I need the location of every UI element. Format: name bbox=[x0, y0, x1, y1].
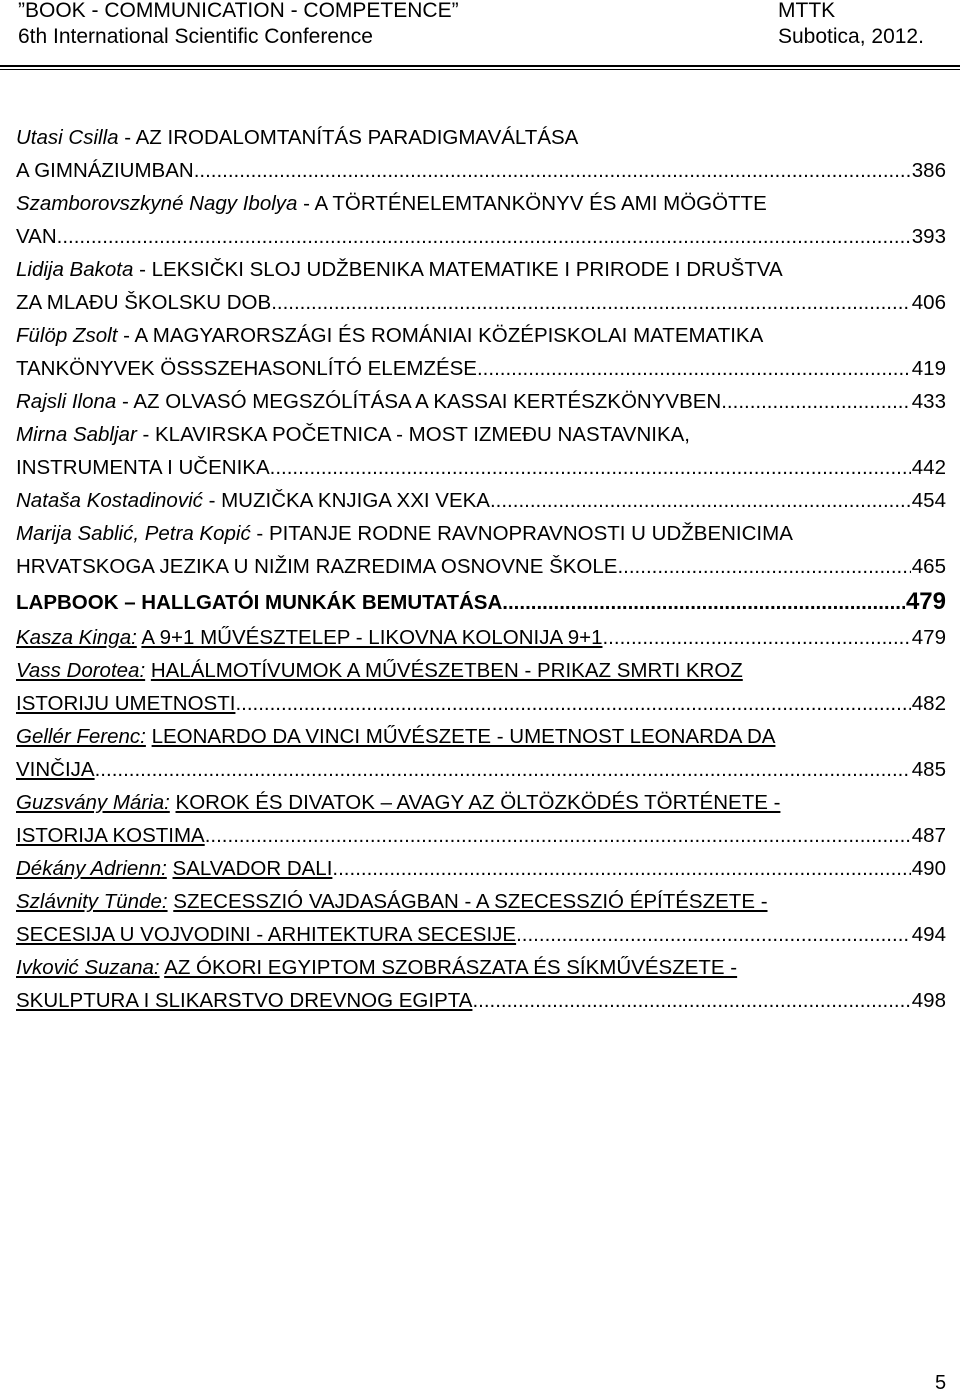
entry-page: 487 bbox=[911, 824, 946, 847]
header-row-2 bbox=[18, 24, 938, 50]
toc-entry[interactable] bbox=[16, 654, 946, 720]
leader-dots bbox=[270, 451, 911, 484]
entry-title: SZECESSZIÓ VAJDASÁGBAN - A SZECESSZIÓ ÉPÍTÉSZETE - bbox=[173, 890, 768, 913]
entry-title-cont: TANKÖNYVEK ÖSSSZEHASONLÍTÓ ELEMZÉSE bbox=[16, 357, 477, 380]
entry-page: 442 bbox=[911, 456, 946, 479]
entry-title: LEONARDO DA VINCI MŰVÉSZETE - UMETNOST LEONARDA DA bbox=[151, 725, 776, 748]
entry-page: 494 bbox=[911, 923, 946, 946]
entry-title: AZ OLVASÓ MEGSZÓLÍTÁSA A KASSAI KERTÉSZKÖNYVBEN bbox=[133, 390, 722, 413]
toc-entry[interactable] bbox=[16, 951, 946, 1017]
header-rule-thin bbox=[0, 69, 960, 70]
entry-page: 419 bbox=[911, 357, 946, 380]
leader-dots bbox=[502, 584, 905, 622]
entry-author: Fülöp Zsolt bbox=[16, 324, 118, 347]
entry-title: AZ ÓKORI EGYIPTOM SZOBRÁSZATA ÉS SÍKMŰVÉSZETE - bbox=[164, 956, 738, 979]
entry-page: 479 bbox=[911, 626, 946, 649]
entry-author: Gellér Ferenc: bbox=[16, 725, 146, 748]
leader-dots bbox=[332, 852, 910, 885]
leader-dots bbox=[235, 687, 910, 720]
toc-section-heading[interactable] bbox=[16, 583, 946, 621]
entry-page: 490 bbox=[911, 857, 946, 880]
entry-title: KOROK ÉS DIVATOK – AVAGY AZ ÖLTÖZKÖDÉS TÖRTÉNETE - bbox=[175, 791, 781, 814]
entry-page: 433 bbox=[911, 390, 946, 413]
entry-page: 406 bbox=[911, 291, 946, 314]
page-number: 5 bbox=[935, 1372, 947, 1394]
entry-author: Szlávnity Tünde: bbox=[16, 890, 168, 913]
leader-dots bbox=[95, 753, 911, 786]
toc-entry[interactable] bbox=[16, 885, 946, 951]
entry-title-cont: INSTRUMENTA I UČENIKA bbox=[16, 456, 270, 479]
entry-page: 454 bbox=[911, 489, 946, 512]
entry-author: Nataša Kostadinović bbox=[16, 489, 203, 512]
entry-title-cont: VINČIJA bbox=[16, 758, 95, 781]
toc-entry[interactable] bbox=[16, 720, 946, 786]
entry-author: Vass Dorotea: bbox=[16, 659, 146, 682]
entry-page: 498 bbox=[911, 989, 946, 1012]
entry-title-cont: A GIMNÁZIUMBAN bbox=[16, 159, 194, 182]
header-rule-thick bbox=[0, 65, 960, 67]
book-title: ”BOOK - COMMUNICATION - COMPETENCE” bbox=[18, 0, 459, 22]
toc-entry[interactable]: Nataša Kostadinović - MUZIČKA KNJIGA XXI VEKA ..... 454 bbox=[16, 484, 946, 517]
entry-author: Szamborovszkyné Nagy Ibolya bbox=[16, 192, 298, 215]
entry-title-cont: ISTORIJA KOSTIMA bbox=[16, 824, 205, 847]
leader-dots bbox=[271, 286, 911, 319]
entry-author: Ivković Suzana: bbox=[16, 956, 160, 979]
entry-page: 393 bbox=[911, 225, 946, 248]
entry-author: Guzsvány Mária: bbox=[16, 791, 170, 814]
leader-dots bbox=[721, 385, 911, 418]
entry-title: AZ IRODALOMTANÍTÁS PARADIGMAVÁLTÁSA bbox=[135, 126, 579, 149]
place-year: Subotica, 2012. bbox=[778, 25, 924, 48]
leader-dots bbox=[617, 550, 910, 583]
toc-entry[interactable]: Marija Sablić, Petra Kopić - PITANJE RODNE RAVNOPRAVNOSTI U UDŽBENICIMA HRVATSKOGA JEZIKA U NIŽIM RAZREDIMA OSNOVNE ŠKOLE ..... 465 bbox=[16, 517, 946, 583]
entry-title: HALÁLMOTÍVUMOK A MŰVÉSZETBEN - PRIKAZ SMRTI KROZ bbox=[150, 659, 743, 682]
leader-dots bbox=[194, 154, 911, 187]
leader-dots bbox=[205, 819, 911, 852]
entry-title-cont: VAN bbox=[16, 225, 57, 248]
entry-author: Lidija Bakota bbox=[16, 258, 134, 281]
entry-title: SALVADOR DALI bbox=[172, 857, 333, 880]
leader-dots bbox=[57, 220, 911, 253]
entry-author: Utasi Csilla bbox=[16, 126, 119, 149]
entry-title-cont: ISTORIJU UMETNOSTI bbox=[16, 692, 236, 715]
entry-page: 465 bbox=[911, 555, 946, 578]
entry-title-cont: HRVATSKOGA JEZIKA U NIŽIM RAZREDIMA OSNOVNE ŠKOLE bbox=[16, 555, 618, 578]
leader-dots bbox=[490, 484, 911, 517]
entry-title: PITANJE RODNE RAVNOPRAVNOSTI U UDŽBENICIMA bbox=[268, 522, 793, 545]
entry-title: A TÖRTÉNELEMTANKÖNYV ÉS AMI MÖGÖTTE bbox=[314, 192, 767, 215]
running-header bbox=[0, 0, 960, 56]
entry-title: KLAVIRSKA POČETNICA - MOST IZMEĐU NASTAVNIKA, bbox=[155, 423, 691, 446]
entry-title: A MAGYARORSZÁGI ÉS ROMÁNIAI KÖZÉPISKOLAI MATEMATIKA bbox=[134, 324, 764, 347]
leader-dots bbox=[472, 984, 910, 1017]
entry-author: Rajsli Ilona bbox=[16, 390, 117, 413]
table-of-contents bbox=[16, 121, 946, 1017]
entry-author: Kasza Kinga: bbox=[16, 626, 137, 649]
header-row-1 bbox=[18, 0, 938, 24]
entry-title: A 9+1 MŰVÉSZTELEP - LIKOVNA KOLONIJA 9+1 bbox=[141, 626, 603, 649]
toc-entry[interactable]: Fülöp Zsolt - A MAGYARORSZÁGI ÉS ROMÁNIAI KÖZÉPISKOLAI MATEMATIKA TANKÖNYVEK ÖSSSZEHASONLÍTÓ ELEMZÉSE ..... 419 bbox=[16, 319, 946, 385]
toc-entry[interactable]: Rajsli Ilona - AZ OLVASÓ MEGSZÓLÍTÁSA A KASSAI KERTÉSZKÖNYVBEN ..... 433 bbox=[16, 385, 946, 418]
entry-page: 386 bbox=[911, 159, 946, 182]
publisher: MTTK bbox=[778, 0, 836, 22]
entry-author: Mirna Sabljar bbox=[16, 423, 137, 446]
toc-entry[interactable]: Lidija Bakota - LEKSIČKI SLOJ UDŽBENIKA MATEMATIKE I PRIRODE I DRUŠTVA ZA MLAĐU ŠKOLSKU DOB ..... 406 bbox=[16, 253, 946, 319]
section-title: LAPBOOK – HALLGATÓI MUNKÁK BEMUTATÁSA bbox=[16, 591, 503, 614]
leader-dots bbox=[477, 352, 911, 385]
entry-title-cont: ZA MLAĐU ŠKOLSKU DOB bbox=[16, 291, 272, 314]
toc-entry[interactable]: Mirna Sabljar - KLAVIRSKA POČETNICA - MOST IZMEĐU NASTAVNIKA, INSTRUMENTA I UČENIKA ..... 442 bbox=[16, 418, 946, 484]
conference-name: 6th International Scientific Conference bbox=[18, 25, 373, 48]
toc-entry[interactable] bbox=[16, 621, 946, 654]
leader-dots bbox=[602, 621, 910, 654]
entry-title: LEKSIČKI SLOJ UDŽBENIKA MATEMATIKE I PRIRODE I DRUŠTVA bbox=[151, 258, 783, 281]
entry-page: 485 bbox=[911, 758, 946, 781]
entry-title-cont: SKULPTURA I SLIKARSTVO DREVNOG EGIPTA bbox=[16, 989, 473, 1012]
toc-entry[interactable] bbox=[16, 852, 946, 885]
section-page: 479 bbox=[905, 588, 946, 615]
entry-title-cont: SECESIJA U VOJVODINI - ARHITEKTURA SECESIJE bbox=[16, 923, 517, 946]
leader-dots bbox=[516, 918, 911, 951]
toc-entry[interactable]: Szamborovszkyné Nagy Ibolya - A TÖRTÉNELEMTANKÖNYV ÉS AMI MÖGÖTTE VAN ..... 393 bbox=[16, 187, 946, 253]
entry-author: Marija Sablić, Petra Kopić bbox=[16, 522, 251, 545]
entry-author: Dékány Adrienn: bbox=[16, 857, 167, 880]
entry-title: MUZIČKA KNJIGA XXI VEKA bbox=[221, 489, 490, 512]
toc-entry[interactable]: Utasi Csilla - AZ IRODALOMTANÍTÁS PARADIGMAVÁLTÁSA A GIMNÁZIUMBAN ..... 386 bbox=[16, 121, 946, 187]
entry-page: 482 bbox=[911, 692, 946, 715]
toc-entry[interactable] bbox=[16, 786, 946, 852]
